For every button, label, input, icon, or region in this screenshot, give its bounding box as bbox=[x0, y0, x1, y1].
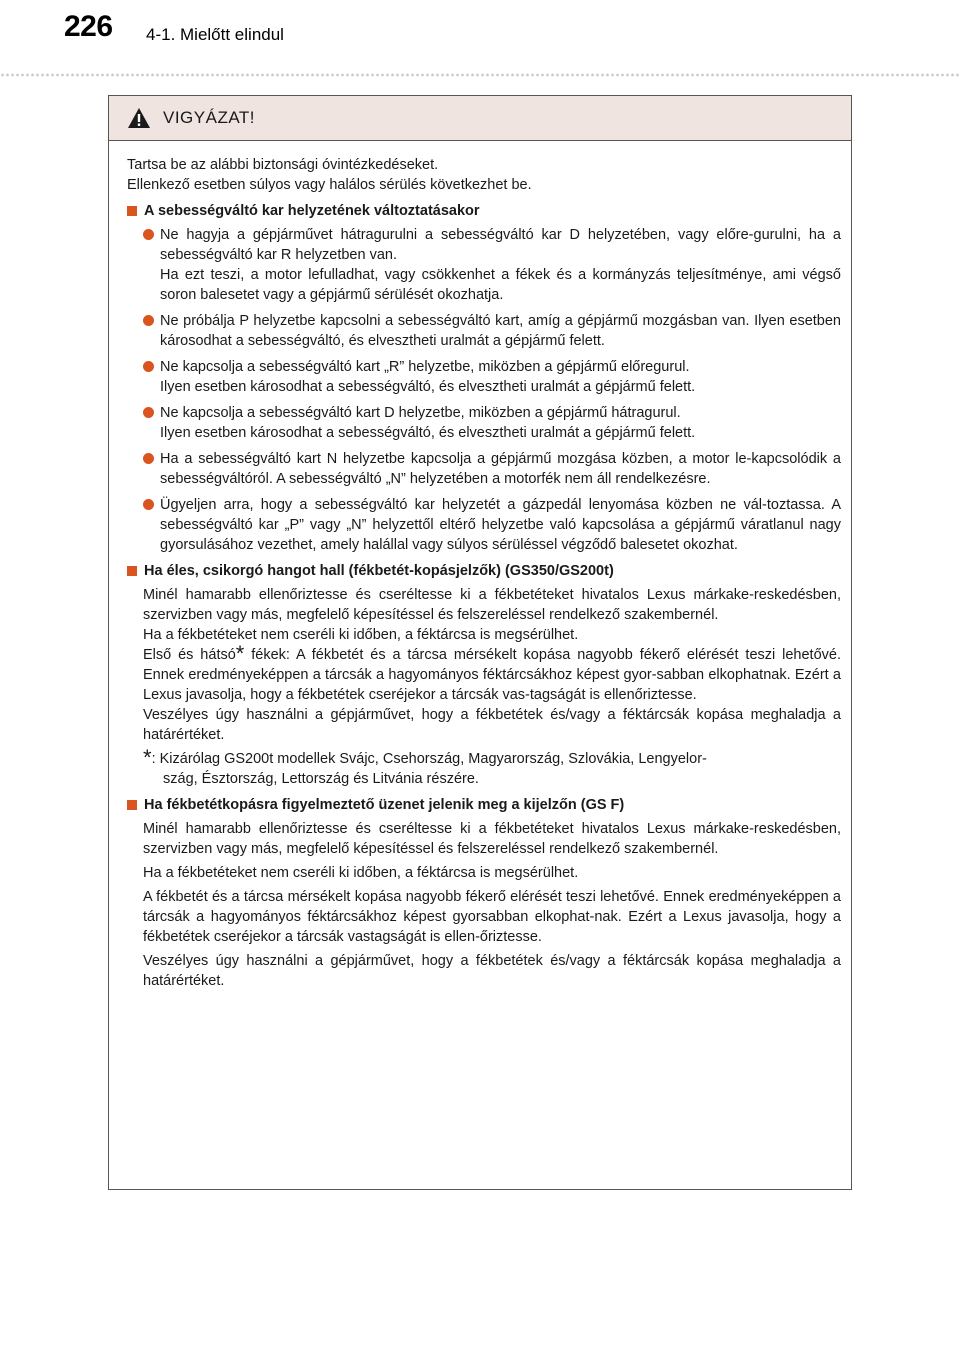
round-bullet-icon bbox=[143, 229, 154, 240]
section-text: Minél hamarabb ellenőriztesse és cseréltesse ki a fékbetéteket hivatalos Lexus márkake-reskedésben, szervizben vagy más, megfelelő képesítéssel és felszereléssel rendelkező szakembernél. Ha a fékbetéteket nem cseréli ki időben, a féktárcsa is megsérülhet. Első és hátsó* fékek: A fékbetét és a tárcsa mérsékelt kopása nagyobb fékerő elérését teszi lehetővé. Ennek eredményeképpen a tárcsák a hagyományos féktárcsákhoz képest gyor-sabban elkophatnak. Ezért a Lexus javasolja, hogy a fékbetétek cseréjekor a tárcsák vas-tagságát is ellenőriztesse. Veszélyes úgy használni a gépjárművet, hogy a fékbetétek és/vagy a féktárcsák kopása meghaladja a határértéket. bbox=[143, 587, 841, 743]
warning-body bbox=[109, 141, 851, 991]
round-bullet-icon bbox=[143, 315, 154, 326]
header-dotted-rule bbox=[0, 73, 960, 77]
round-bullet-icon bbox=[143, 453, 154, 464]
section-heading-gear-lever: A sebességváltó kar helyzetének változtatásakor bbox=[127, 201, 841, 221]
section-title: 4-1. Mielőtt elindul bbox=[146, 25, 284, 44]
list-item: Ne hagyja a gépjárművet hátragurulni a sebességváltó kar D helyzetében, vagy előre-gurulni, ha a sebességváltó kar R helyzetben van. Ha ezt teszi, a motor lefulladhat, vagy csökkenhet a fékek és a kormányzás teljesítménye, ami végső soron balesetet vagy a gépjármű sérülését okozhatja. bbox=[143, 225, 841, 305]
intro-line: Ellenkező esetben súlyos vagy halálos sérülés következhet be. bbox=[127, 177, 532, 193]
page-number: 226 bbox=[64, 10, 113, 43]
round-bullet-icon bbox=[143, 407, 154, 418]
list-item: Ne próbálja P helyzetbe kapcsolni a sebességváltó kart, amíg a gépjármű mozgásban van. Ilyen esetben károsodhat a sebességváltó, és elvesztheti uralmát a gépjármű felett. bbox=[143, 311, 841, 351]
warning-title: VIGYÁZAT! bbox=[163, 108, 256, 127]
list-item: Ügyeljen arra, hogy a sebességváltó kar helyzetét a gázpedál lenyomása közben ne vál-toztassa. A sebességváltó kar „P” vagy „N” helyzettől eltérő helyzetbe való kapcsolása a gépjármű váratlanul nagy gyorsulásához vezethet, amely halállal vagy súlyos sérüléssel végződő balesetet okozhat. bbox=[143, 495, 841, 555]
intro-line: Tartsa be az alábbi biztonsági óvintézkedéseket. bbox=[127, 157, 439, 173]
warning-header bbox=[109, 96, 851, 141]
square-bullet-icon bbox=[127, 206, 137, 216]
list-item: Ne kapcsolja a sebességváltó kart „R” helyzetbe, miközben a gépjármű előregurul. Ilyen esetben károsodhat a sebességváltó, és elvesztheti uralmát a gépjármű felett. bbox=[143, 357, 841, 397]
list-item: Ne kapcsolja a sebességváltó kart D helyzetbe, miközben a gépjármű hátragurul. Ilyen esetben károsodhat a sebességváltó, és elvesztheti uralmát a gépjármű felett. bbox=[143, 403, 841, 443]
square-bullet-icon bbox=[127, 800, 137, 810]
warning-box bbox=[108, 95, 852, 1190]
page-header bbox=[64, 10, 960, 70]
footnote: *: Kizárólag GS200t modellek Svájc, Csehország, Magyarország, Szlovákia, Lengyelor- szág, Észtország, Lettország és Litvánia részére. bbox=[143, 745, 707, 787]
square-bullet-icon bbox=[127, 566, 137, 576]
round-bullet-icon bbox=[143, 499, 154, 510]
section-text: Minél hamarabb ellenőriztesse és cseréltesse ki a fékbetéteket hivatalos Lexus márkake-reskedésben, szervizben vagy más, megfelelő képesítéssel és felszereléssel rendelkező szakembernél. Ha a fékbetéteket nem cseréli ki időben, a féktárcsa is megsérülhet. A fékbetét és a tárcsa mérsékelt kopása nagyobb fékerő elérését teszi lehetővé. Ennek eredményeképpen a tárcsák a hagyományos féktárcsákhoz képest gyorsabban elkophat-nak. Ezért a Lexus javasolja, hogy a fékbetétek cseréjekor a tárcsák vastagságát is ellen-őriztesse. Veszélyes úgy használni a gépjárművet, hogy a fékbetétek és/vagy a féktárcsák kopása meghaladja a határértéket. bbox=[143, 821, 841, 989]
section-heading-brake-squeal: Ha éles, csikorgó hangot hall (fékbetét-kopásjelzők) (GS350/GS200t) bbox=[127, 561, 841, 581]
footnote-star: * bbox=[235, 641, 245, 666]
warning-triangle-icon bbox=[127, 107, 151, 129]
warning-intro bbox=[127, 155, 841, 195]
section-heading-pad-wear-message: Ha fékbetétkopásra figyelmeztető üzenet jelenik meg a kijelzőn (GS F) bbox=[127, 795, 841, 815]
list-item: Ha a sebességváltó kart N helyzetbe kapcsolja a gépjármű mozgása közben, a motor le-kapcsolódik a sebességváltóról. A sebességváltó „N” helyzetében a motorfék nem áll rendelkezésre. bbox=[143, 449, 841, 489]
round-bullet-icon bbox=[143, 361, 154, 372]
